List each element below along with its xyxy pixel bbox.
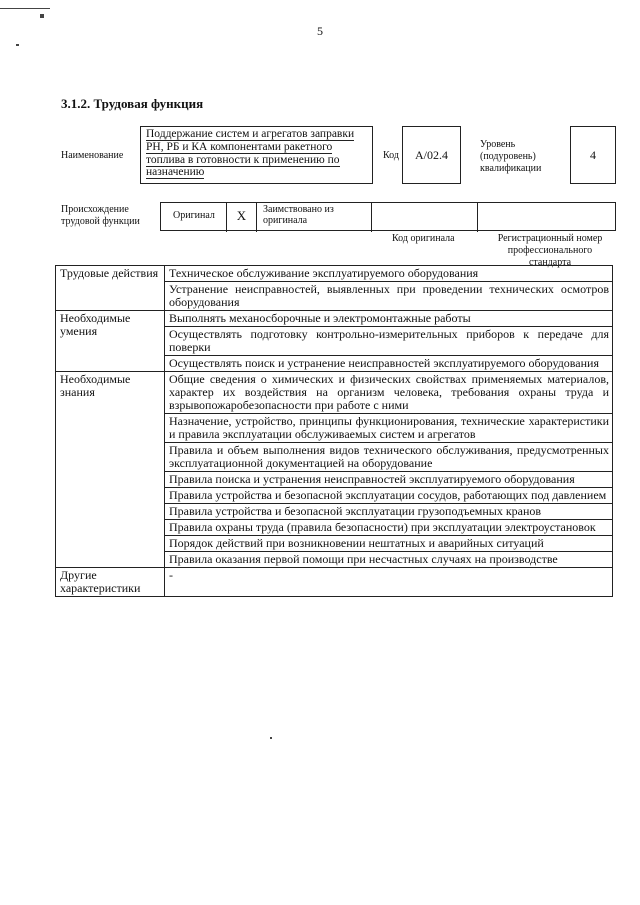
table-row (56, 311, 613, 327)
qualification-level-value: 4 (570, 126, 616, 184)
table-row (56, 568, 613, 597)
other-characteristics-label: Другие характеристики (56, 568, 165, 597)
section-title: 3.1.2. Трудовая функция (61, 96, 204, 111)
borrowed-label: Заимствовано из оригинала (257, 203, 372, 232)
original-label: Оригинал (161, 203, 227, 232)
skill-item: Выполнять механосборочные и электромонтажные работы (165, 311, 613, 327)
knowledge-item: Порядок действий при возникновении нештатных и аварийных ситуаций (165, 536, 613, 552)
knowledge-item: Общие сведения о химических и физических свойствах применяемых материалов, характер их воздействия на организм человека, требования охраны труда и взрывопожаробезопасности при работе с ними (165, 372, 613, 414)
qualification-level-label: Уровень (подуровень) квалификации (480, 139, 542, 174)
other-characteristics-value: - (165, 568, 613, 597)
function-name-value: Поддержание систем и агрегатов заправки РН, РБ и КА компонентами ракетного топлива в готовности к применению по назначению (146, 128, 355, 179)
knowledge-item: Правила устройства и безопасной эксплуатации грузоподъемных кранов (165, 504, 613, 520)
required-knowledge-label: Необходимые знания (56, 372, 165, 568)
scan-mark (0, 8, 50, 9)
page-number: 5 (317, 24, 323, 38)
knowledge-item: Правила поиска и устранения неисправностей эксплуатируемого оборудования (165, 472, 613, 488)
labor-actions-label: Трудовые действия (56, 266, 165, 311)
table-row (56, 372, 613, 414)
knowledge-item: Правила оказания первой помощи при несчастных случаях на производстве (165, 552, 613, 568)
name-label: Наименование (61, 150, 124, 161)
original-code-caption: Код оригинала (392, 233, 455, 244)
knowledge-item: Правила и объем выполнения видов технического обслуживания, предусмотренных эксплуатационной документацией на оборудование (165, 443, 613, 472)
code-label: Код (383, 150, 399, 161)
scan-mark (270, 737, 272, 739)
original-mark: X (227, 203, 257, 232)
function-name-box (140, 126, 373, 184)
labor-function-table (55, 265, 613, 597)
origin-label: Происхождение трудовой функции (61, 204, 140, 227)
knowledge-item: Правила устройства и безопасной эксплуатации сосудов, работающих под давлением (165, 488, 613, 504)
registration-number-caption: Регистрационный номер профессионального стандарта (497, 233, 603, 268)
labor-action-item: Техническое обслуживание эксплуатируемого оборудования (165, 266, 613, 282)
registration-number-cell (478, 203, 617, 232)
scan-mark (16, 44, 19, 46)
knowledge-item: Назначение, устройство, принципы функционирования, технические характеристики и правила эксплуатации обслуживаемых систем и агрегатов (165, 414, 613, 443)
skill-item: Осуществлять подготовку контрольно-измерительных приборов к передаче для поверки (165, 327, 613, 356)
labor-action-item: Устранение неисправностей, выявленных при проведении технических осмотров оборудования (165, 282, 613, 311)
original-code-cell (372, 203, 478, 232)
skill-item: Осуществлять поиск и устранение неисправностей эксплуатируемого оборудования (165, 356, 613, 372)
origin-row (160, 202, 616, 231)
table-row (56, 266, 613, 282)
knowledge-item: Правила охраны труда (правила безопасности) при эксплуатации электроустановок (165, 520, 613, 536)
required-skills-label: Необходимые умения (56, 311, 165, 372)
scan-mark (40, 14, 44, 18)
code-value: А/02.4 (402, 126, 461, 184)
